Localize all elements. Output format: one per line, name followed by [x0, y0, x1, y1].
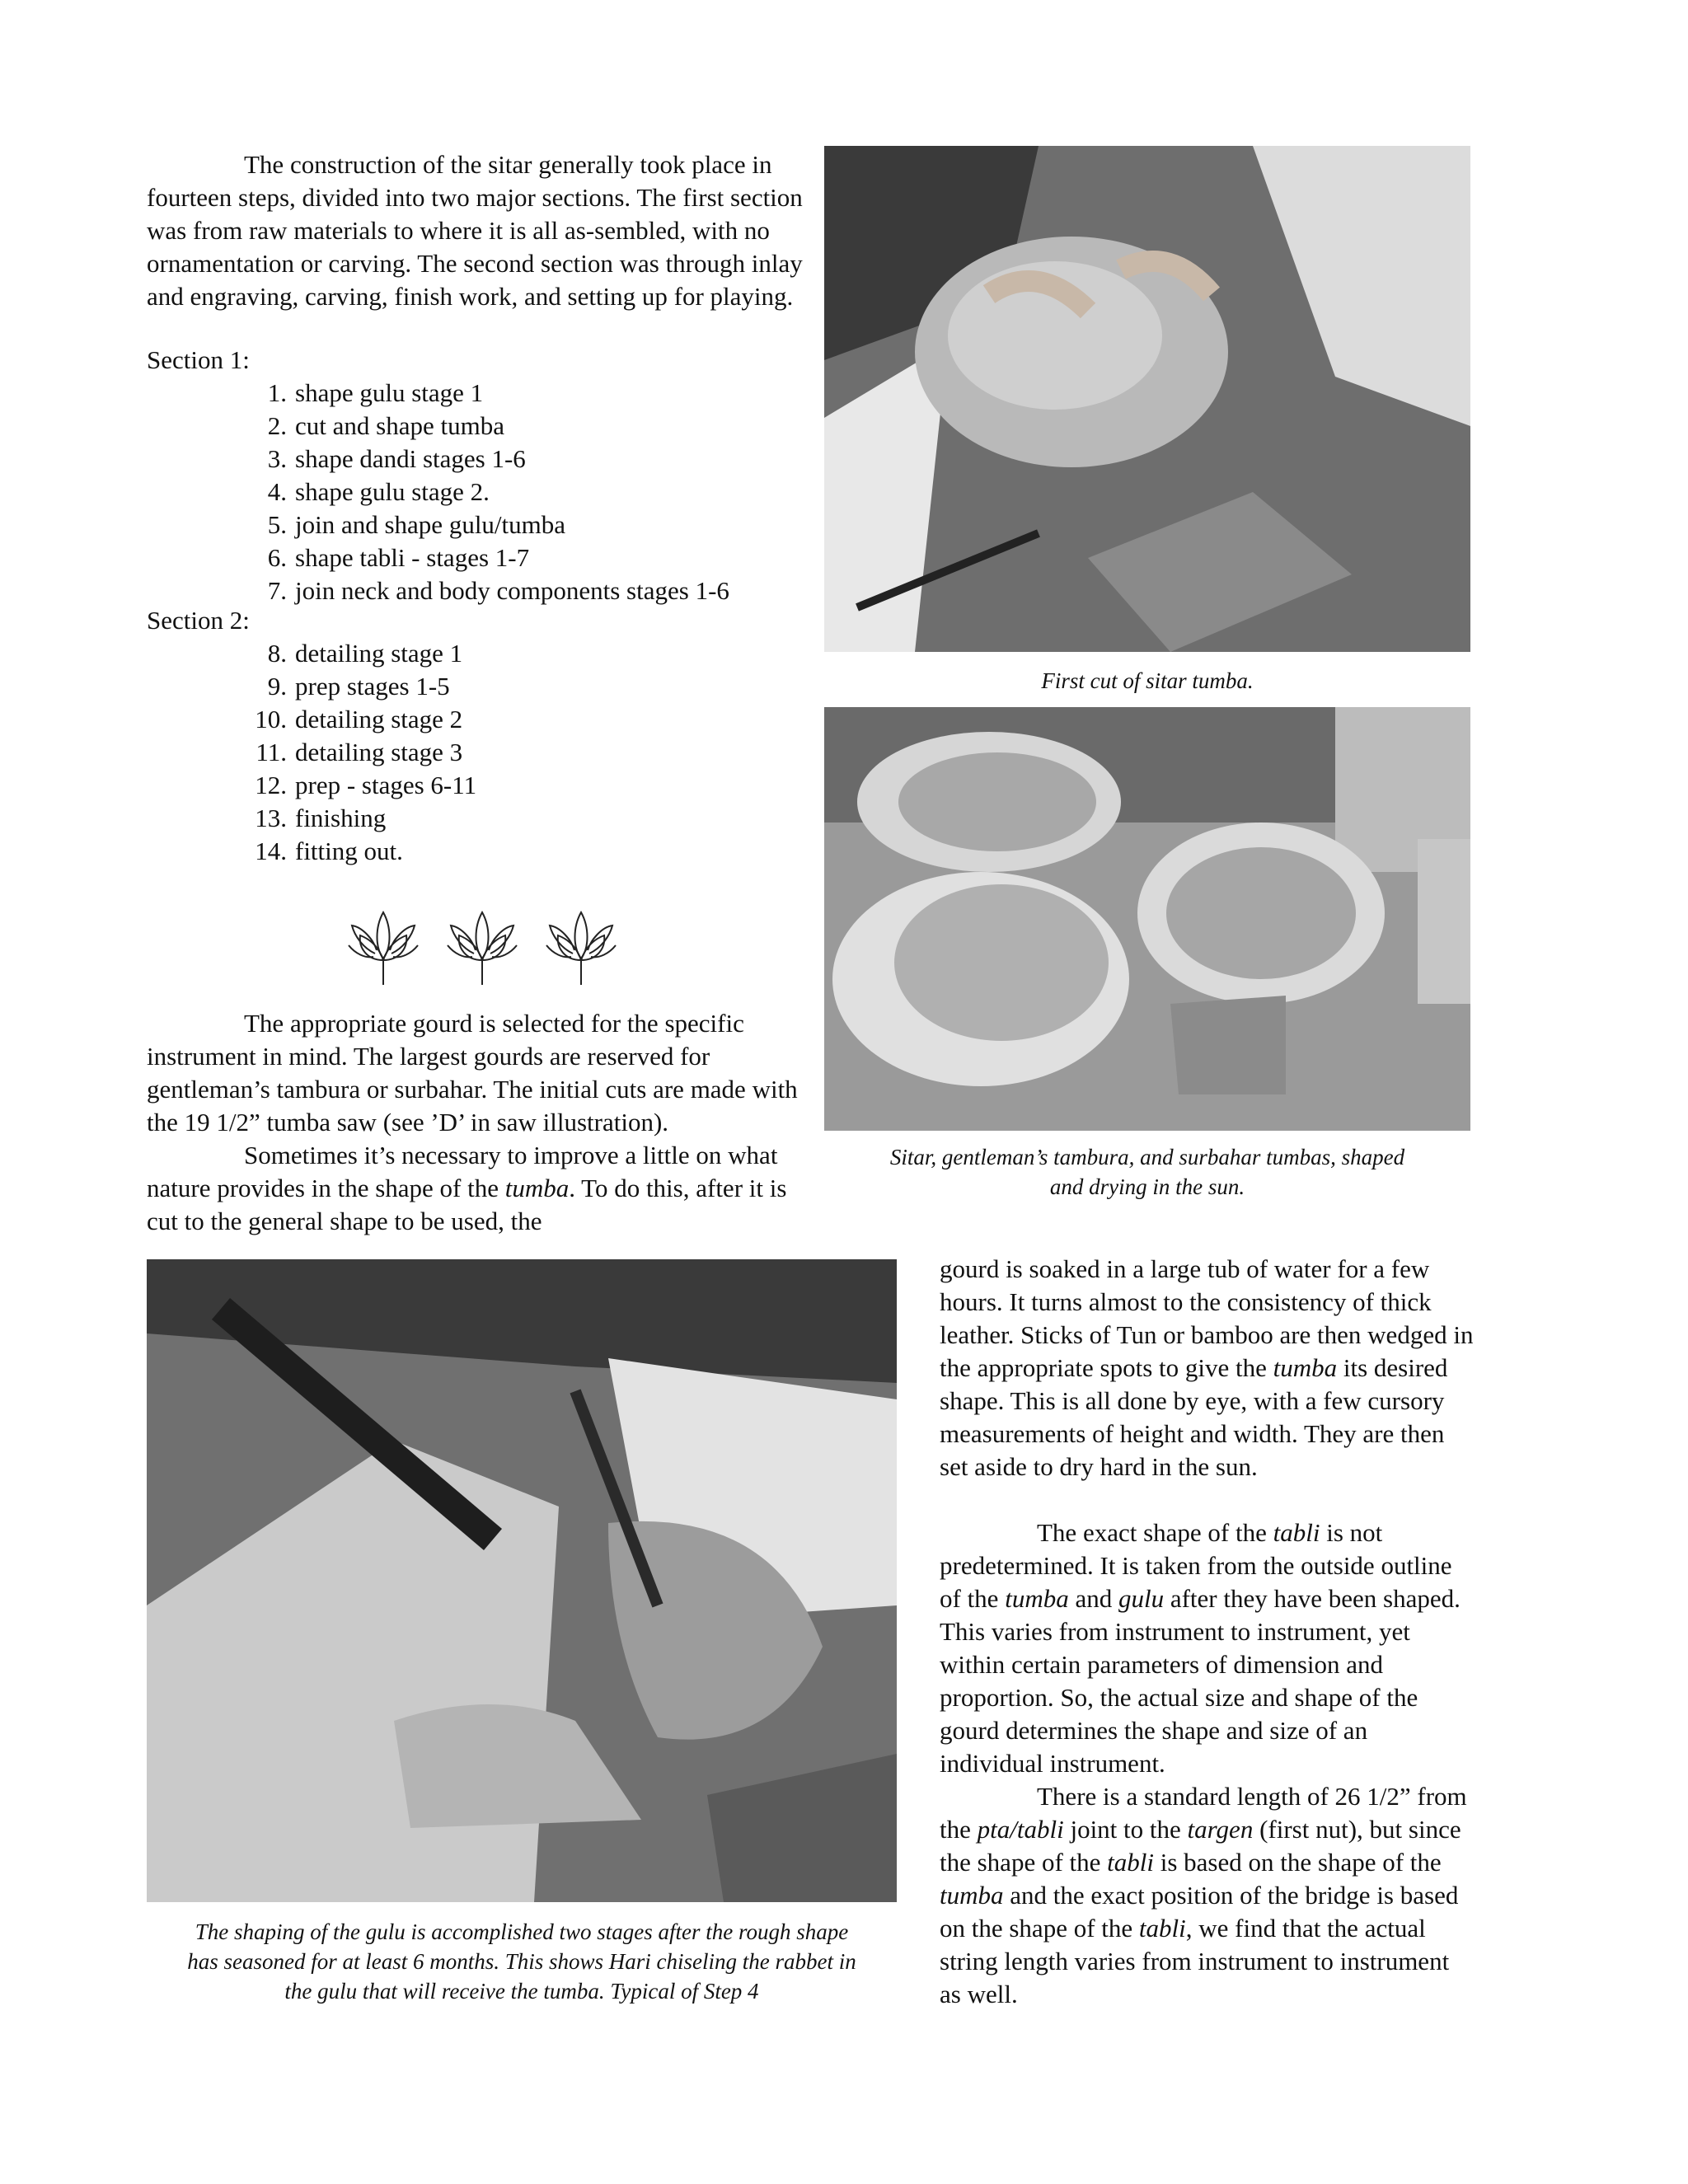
photo-first-cut-tumba	[824, 146, 1470, 652]
step-number: 10.	[255, 705, 287, 733]
gourd-selection-paragraph: The appropriate gourd is selected for the specific instrument in mind. The largest gourds are reserved for gentleman’s tambura or surbahar. The initial cuts are made with the 19 1/2” tumba saw (see ’D’ in saw illustration).	[147, 1009, 798, 1137]
step-number: 8.	[267, 639, 287, 668]
step-number: 5.	[267, 510, 287, 539]
photo-tumbas-caption-line-1: Sitar, gentleman’s tambura, and surbahar tumbas, shaped	[889, 1145, 1405, 1169]
list-item	[237, 670, 814, 703]
step-number: 2.	[267, 411, 287, 440]
lotus-ornament-row	[342, 902, 622, 989]
list-item	[237, 769, 814, 802]
list-item	[237, 476, 814, 509]
list-item	[237, 835, 814, 868]
list-item	[237, 574, 814, 607]
list-item	[237, 443, 814, 476]
step-number: 11.	[256, 738, 287, 766]
step-number: 7.	[267, 576, 287, 605]
list-item	[237, 541, 814, 574]
list-item	[237, 377, 814, 410]
section-1-heading: Section 1:	[147, 345, 250, 374]
step-number: 6.	[267, 543, 287, 572]
step-number: 13.	[255, 804, 287, 832]
photo-first-cut-caption: First cut of sitar tumba.	[1041, 668, 1254, 693]
section-2-step-list	[237, 637, 814, 868]
step-text: shape dandi stages 1-6	[295, 444, 526, 473]
intro-paragraph: The construction of the sitar generally took place in fourteen steps, divided into two major sections. The first section was from raw materials to where it is all as-sembled, with no ornamentation or carving. The second section was through inlay and engraving, carving, finish work, and setting up for playing.	[147, 150, 803, 311]
step-number: 1.	[267, 378, 287, 407]
step-number: 12.	[255, 771, 287, 799]
step-text: detailing stage 2	[295, 705, 463, 733]
step-text: fitting out.	[295, 837, 403, 865]
step-text: prep - stages 6-11	[295, 771, 477, 799]
string-length-paragraph: There is a standard length of 26 1/2” from the pta/tabli joint to the targen (first nut), but since the shape of the tabli is based on the shape of the tumba and the exact position of the bridge is based on the shape of the tabli, we find that the actual string length varies from instrument to instrument as well.	[940, 1782, 1467, 2008]
photo-hari-caption-line-1: The shaping of the gulu is accomplished two stages after the rough shape	[195, 1919, 849, 1944]
tabli-shape-paragraph: The exact shape of the tabli is not predetermined. It is taken from the outside outline of the tumba and gulu after they have been shaped. This varies from instrument to instrument, yet within certain parameters of dimension and proportion. So, the actual size and shape of the gourd determines the shape and size of an individual instrument.	[940, 1518, 1461, 1778]
step-text: detailing stage 1	[295, 639, 463, 668]
list-item	[237, 703, 814, 736]
photo-tumbas-drying	[824, 707, 1470, 1131]
list-item	[237, 410, 814, 443]
gourd-improve-paragraph: Sometimes it’s necessary to improve a little on what nature provides in the shape of the tumba. To do this, after it is cut to the general shape to be used, the	[147, 1141, 787, 1235]
step-number: 9.	[267, 672, 287, 701]
step-text: shape tabli - stages 1-7	[295, 543, 530, 572]
photo-hari-caption	[147, 1917, 897, 2006]
section-2-heading: Section 2:	[147, 606, 250, 635]
step-text: shape gulu stage 2.	[295, 477, 490, 506]
photo-tumbas-caption	[824, 1142, 1470, 1202]
photo-hari-chiseling-gulu	[147, 1259, 897, 1902]
step-number: 14.	[255, 837, 287, 865]
list-item	[237, 509, 814, 541]
lotus-flower-icon	[540, 902, 622, 989]
gourd-soak-paragraph: gourd is soaked in a large tub of water for a few hours. It turns almost to the consistency of thick leather. Sticks of Tun or bamboo are then wedged in the appropriate spots to give the tumba its desired shape. This is all done by eye, with a few cursory measurements of height and width. They are then set aside to dry hard in the sun.	[940, 1254, 1474, 1481]
list-item	[237, 736, 814, 769]
step-text: finishing	[295, 804, 387, 832]
step-text: cut and shape tumba	[295, 411, 504, 440]
step-text: shape gulu stage 1	[295, 378, 484, 407]
lotus-flower-icon	[441, 902, 523, 989]
step-text: detailing stage 3	[295, 738, 463, 766]
step-text: prep stages 1-5	[295, 672, 450, 701]
photo-tumbas-caption-line-2: and drying in the sun.	[1049, 1174, 1245, 1199]
step-text: join neck and body components stages 1-6	[295, 576, 729, 605]
photo-hari-caption-line-2: has seasoned for at least 6 months. This shows Hari chiseling the rabbet in	[187, 1949, 856, 1974]
list-item	[237, 637, 814, 670]
section-1-step-list	[237, 377, 814, 607]
step-text: join and shape gulu/tumba	[295, 510, 566, 539]
step-number: 4.	[267, 477, 287, 506]
list-item	[237, 802, 814, 835]
lotus-flower-icon	[342, 902, 424, 989]
photo-hari-caption-line-3: the gulu that will receive the tumba. Typical of Step 4	[284, 1979, 759, 2004]
step-number: 3.	[267, 444, 287, 473]
